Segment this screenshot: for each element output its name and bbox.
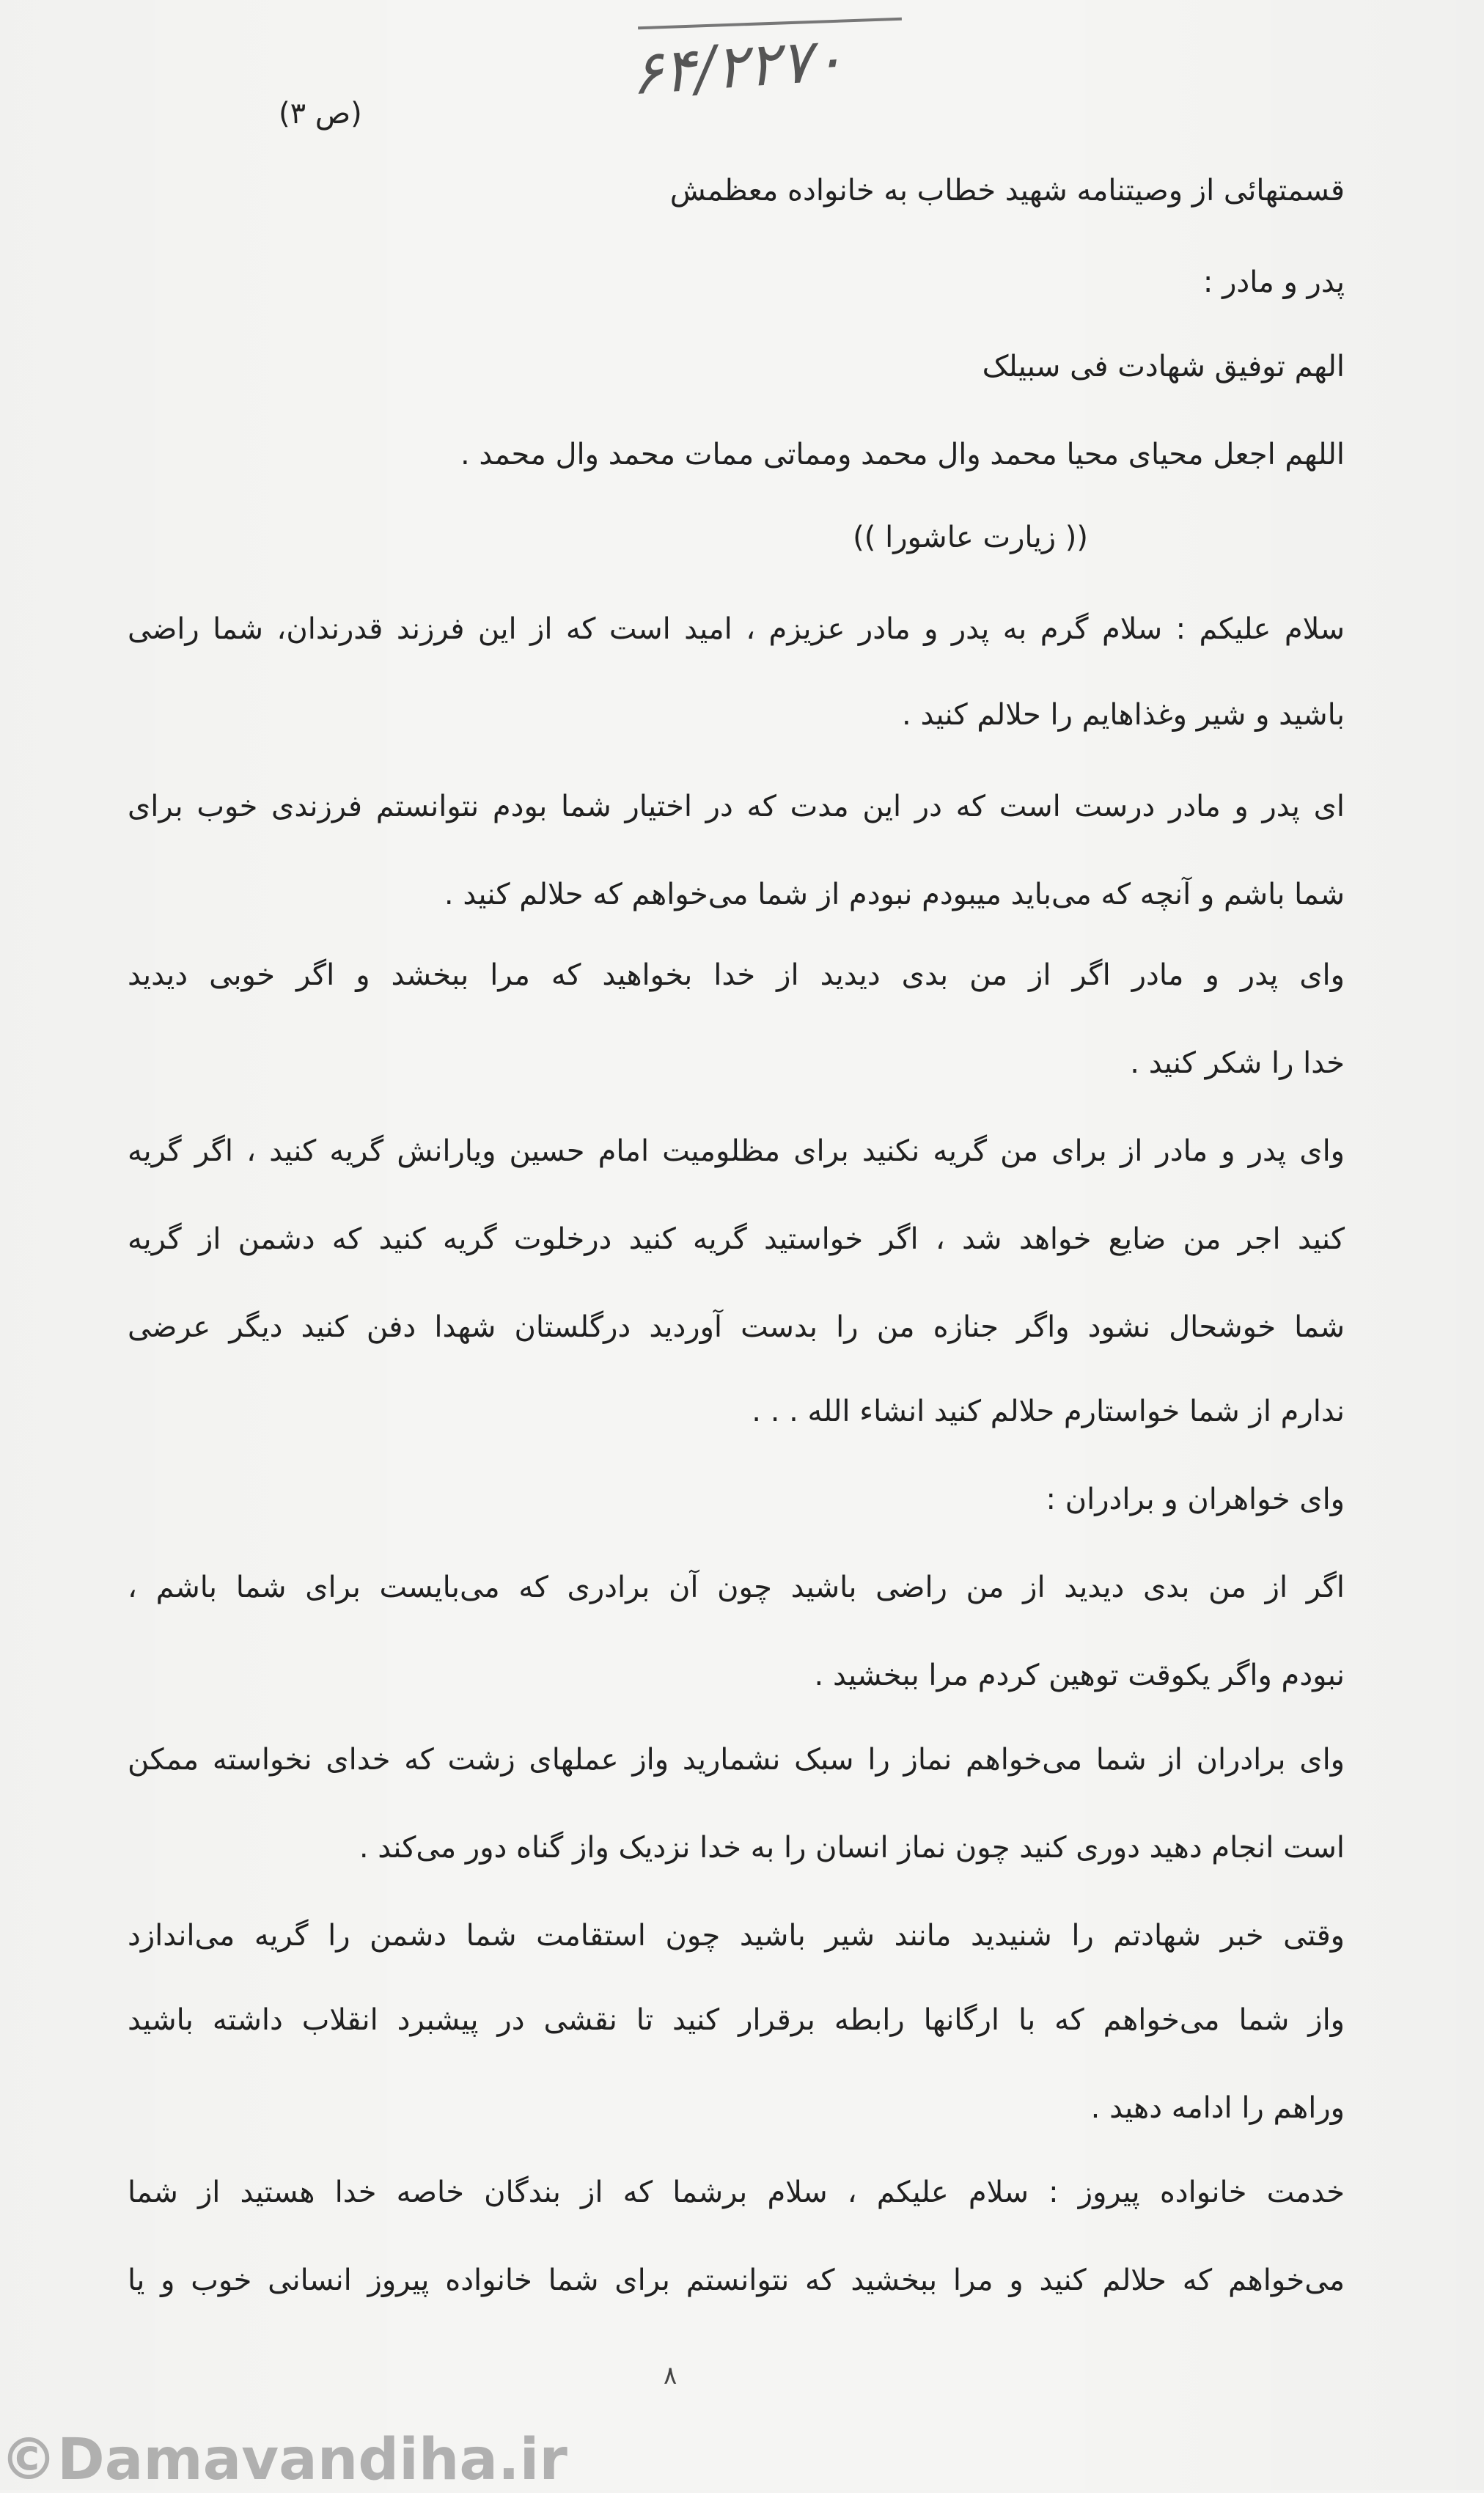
body-line-2: باشید و شیر وغذاهایم را حلالم کنید . (902, 698, 1345, 732)
body-line-6: خدا را شکر کنید . (1130, 1046, 1345, 1080)
body-line-19: می‌خواهم که حلالم کنید و مرا ببخشید که نتوانستم برای شما خانواده پیروز انسانی خوب و یا (128, 2263, 1345, 2297)
handwritten-reference-number: ۶۴/۲۲۷۰ (628, 24, 847, 109)
page-number-label: (ص ۳) (279, 97, 362, 131)
body-line-7: وای پدر و مادر از برای من گریه نکنید برای مظلومیت امام حسین ویارانش گریه کنید ، اگر گریه (128, 1134, 1345, 1168)
body-line-17: وراهم را ادامه دهید . (1090, 2091, 1345, 2125)
body-line-9: شما خوشحال نشود واگر جنازه من را بدست آوردید درگلستان شهدا دفن کنید دیگر عرضی (128, 1310, 1345, 1344)
body-line-16: واز شما می‌خواهم که با ارگانها رابطه برقرار کنید تا نقشی در پیشبرد انقلاب داشته باشید (128, 2003, 1345, 2037)
document-heading: قسمتهائی از وصیتنامه شهید خطاب به خانواده معظمش (669, 174, 1345, 208)
prayer-line-2: اللهم اجعل محیای محیا محمد وال محمد ومماتی ممات محمد وال محمد . (460, 438, 1345, 471)
body-line-5: وای پدر و مادر اگر از من بدی دیدید از خدا بخواهید که مرا ببخشد و اگر خوبی دیدید (128, 958, 1345, 992)
body-line-14: است انجام دهید دوری کنید چون نماز انسان را به خدا نزدیک واز گناه دور می‌کند . (359, 1831, 1345, 1865)
site-watermark (0, 2427, 675, 2493)
body-line-1: سلام علیکم : سلام گرم به پدر و مادر عزیزم ، امید است که از این فرزند قدرندان، شما راضی (128, 612, 1345, 646)
body-line-13: وای برادران از شما می‌خواهم نماز را سبک نشمارید واز عملهای زشت که خدای نخواسته ممکن (128, 1743, 1345, 1777)
watermark-text: ©Damavandiha.ir (0, 2427, 567, 2493)
body-line-15: وقتی خبر شهادتم را شنیدید مانند شیر باشید چون استقامت شما دشمن را گریه می‌اندازد (128, 1919, 1345, 1953)
body-line-18: خدمت خانواده پیروز : سلام علیکم ، سلام برشما که از بندگان خاصه خدا هستید از شما (128, 2176, 1345, 2209)
citation-line: (( زیارت عاشورا )) (853, 521, 1088, 554)
prayer-line-1: الهم توفیق شهادت فی سبیلک (982, 350, 1345, 383)
body-line-8: کنید اجر من ضایع خواهد شد ، اگر خواستید گریه کنید درخلوت گریه کنید که دشمن از گریه (128, 1222, 1345, 1256)
body-line-3: ای پدر و مادر درست است که در این مدت که در اختیار شما بودم نتوانستم فرزندی خوب برای (128, 790, 1345, 823)
body-line-11: اگر از من بدی دیدید از من راضی باشید چون آن برادری که می‌بایست برای شما باشم ، (128, 1571, 1345, 1604)
body-line-10: ندارم از شما خواستارم حلالم کنید انشاء الله . . . (752, 1395, 1345, 1428)
body-line-4: شما باشم و آنچه که می‌باید میبودم نبودم از شما می‌خواهم که حلالم کنید . (444, 878, 1345, 911)
page-footer-mark: ۸ (664, 2361, 677, 2390)
section-heading-siblings: وای خواهران و برادران : (1046, 1483, 1345, 1516)
salutation-line: پدر و مادر : (1202, 265, 1345, 299)
body-line-12: نبودم واگر یکوقت توهین کردم مرا ببخشید . (814, 1659, 1345, 1692)
